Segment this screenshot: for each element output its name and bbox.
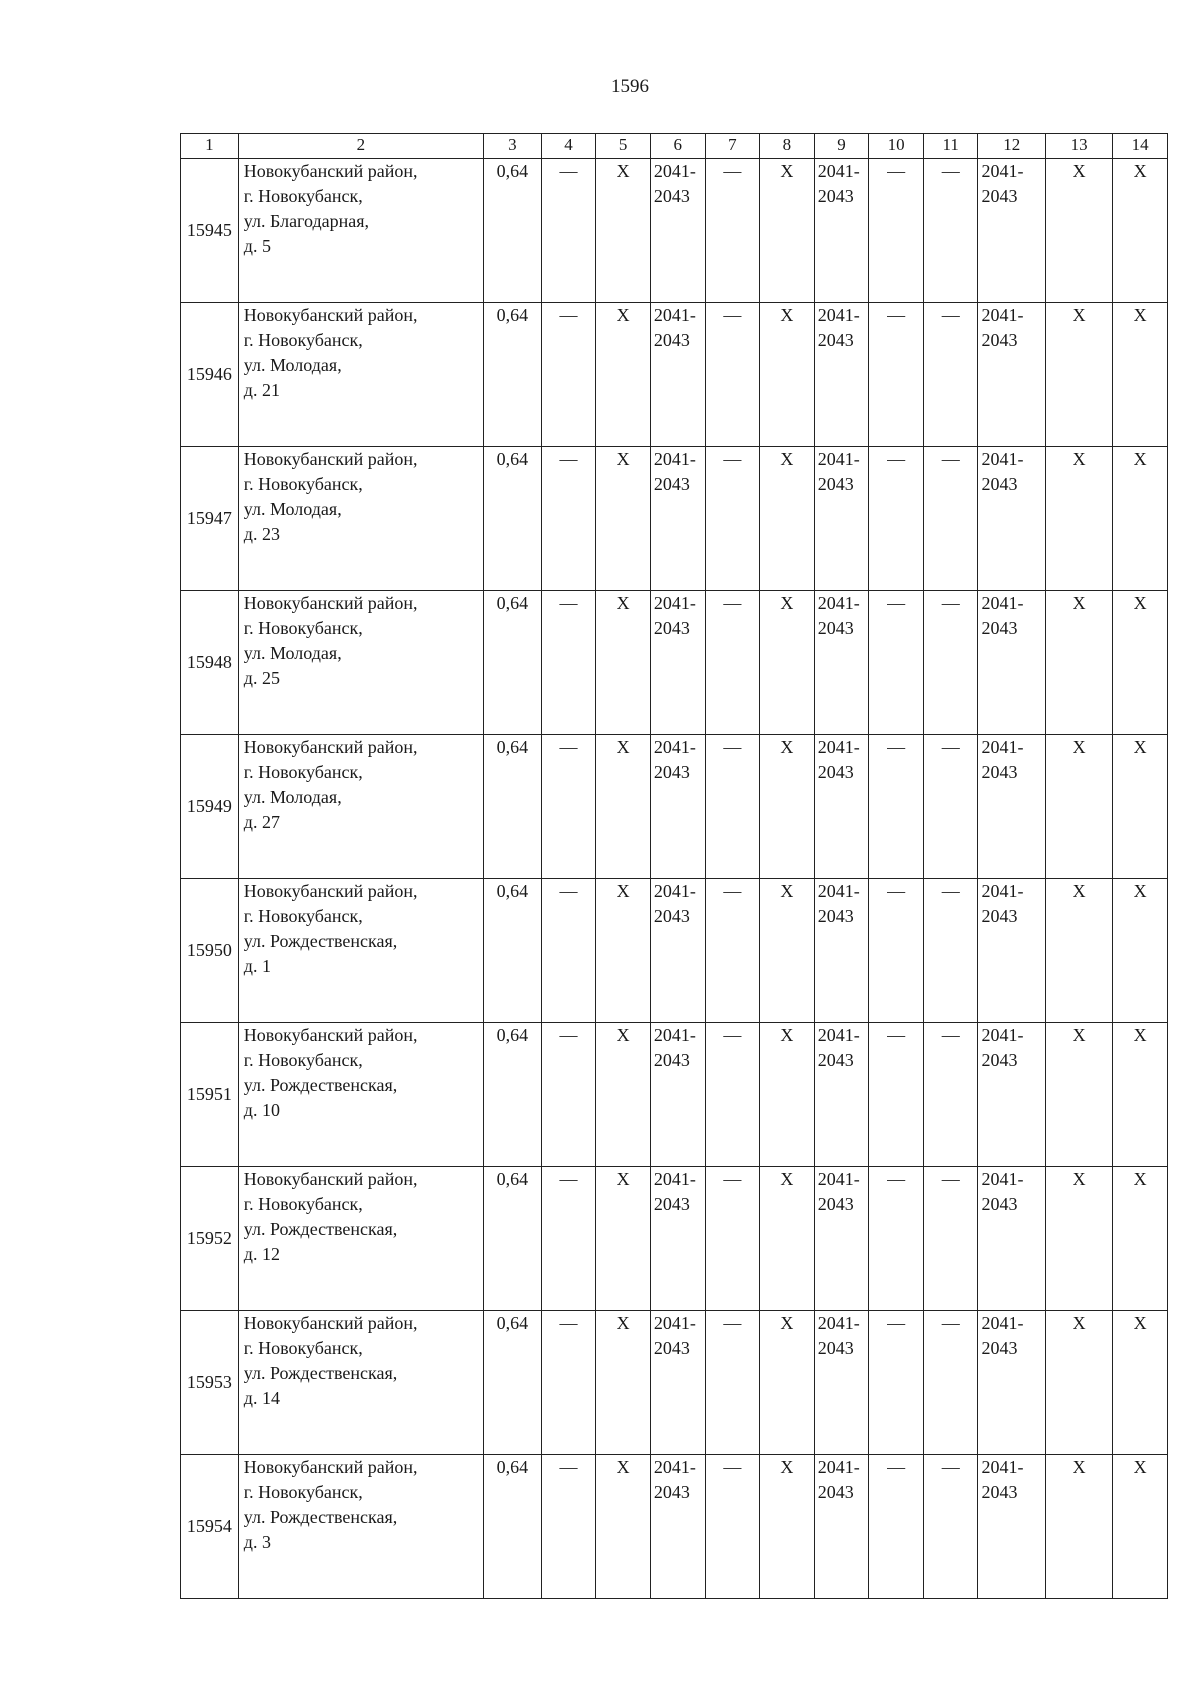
value-cell-c13: X bbox=[1045, 1311, 1112, 1455]
year-line: 2041- bbox=[981, 1457, 1024, 1477]
value-cell-c13: X bbox=[1045, 591, 1112, 735]
address-cell bbox=[238, 303, 483, 447]
address-line: Новокубанский район, bbox=[243, 1025, 418, 1045]
year-range-cell-c6 bbox=[650, 1455, 705, 1599]
value-cell-c14: X bbox=[1113, 1311, 1168, 1455]
value-cell-c8: X bbox=[760, 735, 815, 879]
address-line: Новокубанский район, bbox=[243, 1169, 418, 1189]
address-line: Новокубанский район, bbox=[243, 449, 418, 469]
address-line: г. Новокубанск, bbox=[243, 1050, 363, 1070]
value-cell-c4: — bbox=[541, 159, 596, 303]
table-row bbox=[181, 1023, 1168, 1167]
year-line: 2043 bbox=[653, 1194, 690, 1214]
year-line: 2041- bbox=[817, 881, 860, 901]
year-line: 2043 bbox=[981, 762, 1018, 782]
value-cell-c14: X bbox=[1113, 591, 1168, 735]
value-cell-c7: — bbox=[705, 735, 760, 879]
value-cell-c3: 0,64 bbox=[483, 1455, 541, 1599]
value-cell-c7: — bbox=[705, 447, 760, 591]
table-row bbox=[181, 1455, 1168, 1599]
row-number-cell: 15952 bbox=[181, 1167, 239, 1311]
column-number-1: 1 bbox=[181, 134, 239, 159]
value-cell-c10: — bbox=[869, 879, 924, 1023]
year-line: 2041- bbox=[817, 737, 860, 757]
table-body bbox=[181, 159, 1168, 1599]
row-number-cell: 15949 bbox=[181, 735, 239, 879]
year-line: 2043 bbox=[981, 1194, 1018, 1214]
year-range-cell-c6 bbox=[650, 879, 705, 1023]
column-number-7: 7 bbox=[705, 134, 760, 159]
year-range-cell-c9 bbox=[814, 591, 869, 735]
year-range-cell-c12 bbox=[978, 879, 1045, 1023]
address-line: г. Новокубанск, bbox=[243, 186, 363, 206]
year-range-cell-c9 bbox=[814, 879, 869, 1023]
value-cell-c4: — bbox=[541, 447, 596, 591]
value-cell-c4: — bbox=[541, 1167, 596, 1311]
year-line: 2041- bbox=[981, 305, 1024, 325]
value-cell-c10: — bbox=[869, 591, 924, 735]
value-cell-c4: — bbox=[541, 1455, 596, 1599]
year-line: 2043 bbox=[817, 330, 854, 350]
value-cell-c4: — bbox=[541, 1023, 596, 1167]
value-cell-c8: X bbox=[760, 1167, 815, 1311]
value-cell-c3: 0,64 bbox=[483, 1311, 541, 1455]
column-number-2: 2 bbox=[238, 134, 483, 159]
year-line: 2041- bbox=[653, 1169, 696, 1189]
address-line: г. Новокубанск, bbox=[243, 330, 363, 350]
value-cell-c4: — bbox=[541, 735, 596, 879]
row-number-cell: 15945 bbox=[181, 159, 239, 303]
year-range-cell-c6 bbox=[650, 303, 705, 447]
value-cell-c10: — bbox=[869, 447, 924, 591]
year-range-cell-c6 bbox=[650, 1311, 705, 1455]
year-range-cell-c12 bbox=[978, 735, 1045, 879]
address-cell bbox=[238, 879, 483, 1023]
address-line: г. Новокубанск, bbox=[243, 762, 363, 782]
year-line: 2041- bbox=[981, 449, 1024, 469]
year-line: 2041- bbox=[653, 1025, 696, 1045]
registry-table bbox=[180, 133, 1168, 1599]
value-cell-c8: X bbox=[760, 159, 815, 303]
year-range-cell-c9 bbox=[814, 159, 869, 303]
value-cell-c11: — bbox=[923, 879, 978, 1023]
address-line: д. 5 bbox=[243, 236, 271, 256]
value-cell-c4: — bbox=[541, 591, 596, 735]
value-cell-c10: — bbox=[869, 1455, 924, 1599]
column-number-3: 3 bbox=[483, 134, 541, 159]
value-cell-c10: — bbox=[869, 303, 924, 447]
year-line: 2041- bbox=[817, 1313, 860, 1333]
year-line: 2043 bbox=[817, 906, 854, 926]
value-cell-c5: X bbox=[596, 159, 651, 303]
address-line: г. Новокубанск, bbox=[243, 906, 363, 926]
value-cell-c10: — bbox=[869, 1311, 924, 1455]
address-line: д. 25 bbox=[243, 668, 280, 688]
address-line: ул. Молодая, bbox=[243, 355, 342, 375]
year-line: 2043 bbox=[981, 1338, 1018, 1358]
address-line: ул. Молодая, bbox=[243, 643, 342, 663]
value-cell-c11: — bbox=[923, 447, 978, 591]
year-line: 2043 bbox=[653, 1482, 690, 1502]
year-line: 2043 bbox=[653, 1338, 690, 1358]
year-range-cell-c12 bbox=[978, 1023, 1045, 1167]
year-line: 2043 bbox=[653, 330, 690, 350]
year-line: 2043 bbox=[653, 474, 690, 494]
value-cell-c13: X bbox=[1045, 1167, 1112, 1311]
value-cell-c5: X bbox=[596, 591, 651, 735]
value-cell-c5: X bbox=[596, 447, 651, 591]
year-range-cell-c6 bbox=[650, 591, 705, 735]
year-line: 2041- bbox=[653, 737, 696, 757]
column-number-11: 11 bbox=[923, 134, 978, 159]
value-cell-c5: X bbox=[596, 1311, 651, 1455]
year-range-cell-c6 bbox=[650, 1167, 705, 1311]
table-row bbox=[181, 735, 1168, 879]
address-line: Новокубанский район, bbox=[243, 305, 418, 325]
address-cell bbox=[238, 735, 483, 879]
year-line: 2043 bbox=[981, 186, 1018, 206]
value-cell-c13: X bbox=[1045, 303, 1112, 447]
column-number-header-row bbox=[181, 134, 1168, 159]
value-cell-c8: X bbox=[760, 303, 815, 447]
year-range-cell-c12 bbox=[978, 447, 1045, 591]
year-line: 2041- bbox=[653, 1313, 696, 1333]
value-cell-c7: — bbox=[705, 159, 760, 303]
address-cell bbox=[238, 1311, 483, 1455]
year-line: 2041- bbox=[653, 881, 696, 901]
address-line: г. Новокубанск, bbox=[243, 618, 363, 638]
address-line: д. 3 bbox=[243, 1532, 271, 1552]
address-cell bbox=[238, 447, 483, 591]
value-cell-c14: X bbox=[1113, 447, 1168, 591]
address-line: д. 12 bbox=[243, 1244, 280, 1264]
year-range-cell-c9 bbox=[814, 303, 869, 447]
address-line: Новокубанский район, bbox=[243, 161, 418, 181]
table-row bbox=[181, 1167, 1168, 1311]
address-cell bbox=[238, 1455, 483, 1599]
value-cell-c13: X bbox=[1045, 159, 1112, 303]
year-line: 2041- bbox=[981, 737, 1024, 757]
value-cell-c8: X bbox=[760, 591, 815, 735]
year-line: 2043 bbox=[817, 618, 854, 638]
address-cell bbox=[238, 159, 483, 303]
value-cell-c8: X bbox=[760, 1455, 815, 1599]
year-line: 2041- bbox=[981, 881, 1024, 901]
year-line: 2043 bbox=[981, 474, 1018, 494]
table-row bbox=[181, 447, 1168, 591]
year-range-cell-c12 bbox=[978, 159, 1045, 303]
row-number-cell: 15953 bbox=[181, 1311, 239, 1455]
year-line: 2043 bbox=[653, 762, 690, 782]
value-cell-c8: X bbox=[760, 1311, 815, 1455]
address-cell bbox=[238, 591, 483, 735]
address-line: ул. Рождественская, bbox=[243, 931, 398, 951]
year-range-cell-c6 bbox=[650, 1023, 705, 1167]
year-line: 2043 bbox=[817, 1050, 854, 1070]
address-line: д. 21 bbox=[243, 380, 280, 400]
address-line: д. 1 bbox=[243, 956, 271, 976]
address-line: д. 14 bbox=[243, 1388, 280, 1408]
value-cell-c4: — bbox=[541, 1311, 596, 1455]
value-cell-c14: X bbox=[1113, 879, 1168, 1023]
value-cell-c10: — bbox=[869, 735, 924, 879]
value-cell-c11: — bbox=[923, 591, 978, 735]
value-cell-c3: 0,64 bbox=[483, 735, 541, 879]
year-line: 2043 bbox=[817, 1338, 854, 1358]
value-cell-c3: 0,64 bbox=[483, 1167, 541, 1311]
year-line: 2043 bbox=[981, 906, 1018, 926]
value-cell-c8: X bbox=[760, 879, 815, 1023]
year-range-cell-c9 bbox=[814, 735, 869, 879]
address-cell bbox=[238, 1167, 483, 1311]
value-cell-c11: — bbox=[923, 1023, 978, 1167]
year-range-cell-c9 bbox=[814, 1167, 869, 1311]
row-number-cell: 15954 bbox=[181, 1455, 239, 1599]
row-number-cell: 15947 bbox=[181, 447, 239, 591]
value-cell-c7: — bbox=[705, 1311, 760, 1455]
value-cell-c5: X bbox=[596, 735, 651, 879]
value-cell-c13: X bbox=[1045, 447, 1112, 591]
row-number-cell: 15951 bbox=[181, 1023, 239, 1167]
year-line: 2041- bbox=[817, 1457, 860, 1477]
year-range-cell-c12 bbox=[978, 303, 1045, 447]
value-cell-c5: X bbox=[596, 303, 651, 447]
year-line: 2041- bbox=[817, 1025, 860, 1045]
column-number-13: 13 bbox=[1045, 134, 1112, 159]
value-cell-c14: X bbox=[1113, 1455, 1168, 1599]
value-cell-c10: — bbox=[869, 159, 924, 303]
year-line: 2043 bbox=[653, 1050, 690, 1070]
value-cell-c3: 0,64 bbox=[483, 1023, 541, 1167]
value-cell-c10: — bbox=[869, 1167, 924, 1311]
value-cell-c4: — bbox=[541, 303, 596, 447]
value-cell-c7: — bbox=[705, 879, 760, 1023]
year-range-cell-c12 bbox=[978, 1311, 1045, 1455]
value-cell-c3: 0,64 bbox=[483, 879, 541, 1023]
value-cell-c4: — bbox=[541, 879, 596, 1023]
table-row bbox=[181, 1311, 1168, 1455]
year-line: 2041- bbox=[981, 1169, 1024, 1189]
address-line: г. Новокубанск, bbox=[243, 1194, 363, 1214]
year-line: 2041- bbox=[817, 305, 860, 325]
value-cell-c3: 0,64 bbox=[483, 159, 541, 303]
table-row bbox=[181, 303, 1168, 447]
value-cell-c14: X bbox=[1113, 303, 1168, 447]
year-line: 2041- bbox=[653, 305, 696, 325]
year-line: 2043 bbox=[653, 906, 690, 926]
year-line: 2041- bbox=[981, 161, 1024, 181]
value-cell-c11: — bbox=[923, 735, 978, 879]
address-line: Новокубанский район, bbox=[243, 881, 418, 901]
year-line: 2043 bbox=[981, 330, 1018, 350]
address-line: д. 27 bbox=[243, 812, 280, 832]
year-line: 2041- bbox=[653, 161, 696, 181]
value-cell-c11: — bbox=[923, 1167, 978, 1311]
value-cell-c13: X bbox=[1045, 879, 1112, 1023]
year-range-cell-c9 bbox=[814, 1311, 869, 1455]
year-line: 2041- bbox=[981, 1313, 1024, 1333]
year-line: 2043 bbox=[981, 1050, 1018, 1070]
address-line: Новокубанский район, bbox=[243, 737, 418, 757]
value-cell-c11: — bbox=[923, 159, 978, 303]
value-cell-c14: X bbox=[1113, 1167, 1168, 1311]
column-number-12: 12 bbox=[978, 134, 1045, 159]
address-line: ул. Молодая, bbox=[243, 499, 342, 519]
value-cell-c8: X bbox=[760, 1023, 815, 1167]
value-cell-c3: 0,64 bbox=[483, 303, 541, 447]
year-line: 2043 bbox=[817, 474, 854, 494]
value-cell-c11: — bbox=[923, 1455, 978, 1599]
value-cell-c7: — bbox=[705, 1167, 760, 1311]
table-row bbox=[181, 591, 1168, 735]
value-cell-c14: X bbox=[1113, 159, 1168, 303]
table-row bbox=[181, 879, 1168, 1023]
column-number-10: 10 bbox=[869, 134, 924, 159]
year-range-cell-c9 bbox=[814, 1023, 869, 1167]
address-line: д. 23 bbox=[243, 524, 280, 544]
value-cell-c13: X bbox=[1045, 1023, 1112, 1167]
column-number-6: 6 bbox=[650, 134, 705, 159]
value-cell-c5: X bbox=[596, 1455, 651, 1599]
value-cell-c11: — bbox=[923, 1311, 978, 1455]
value-cell-c13: X bbox=[1045, 1455, 1112, 1599]
address-line: ул. Рождественская, bbox=[243, 1219, 398, 1239]
value-cell-c7: — bbox=[705, 1455, 760, 1599]
year-range-cell-c12 bbox=[978, 1455, 1045, 1599]
column-number-9: 9 bbox=[814, 134, 869, 159]
year-line: 2041- bbox=[817, 1169, 860, 1189]
address-line: ул. Рождественская, bbox=[243, 1507, 398, 1527]
address-line: г. Новокубанск, bbox=[243, 474, 363, 494]
value-cell-c3: 0,64 bbox=[483, 591, 541, 735]
year-range-cell-c9 bbox=[814, 447, 869, 591]
year-range-cell-c6 bbox=[650, 735, 705, 879]
year-line: 2041- bbox=[817, 161, 860, 181]
value-cell-c13: X bbox=[1045, 735, 1112, 879]
year-line: 2043 bbox=[653, 186, 690, 206]
registry-table-wrapper bbox=[180, 133, 1168, 1599]
value-cell-c14: X bbox=[1113, 735, 1168, 879]
row-number-cell: 15948 bbox=[181, 591, 239, 735]
year-line: 2043 bbox=[817, 762, 854, 782]
row-number-cell: 15950 bbox=[181, 879, 239, 1023]
year-line: 2041- bbox=[653, 449, 696, 469]
year-range-cell-c12 bbox=[978, 1167, 1045, 1311]
year-line: 2043 bbox=[981, 618, 1018, 638]
value-cell-c10: — bbox=[869, 1023, 924, 1167]
year-range-cell-c6 bbox=[650, 159, 705, 303]
address-line: Новокубанский район, bbox=[243, 1313, 418, 1333]
value-cell-c5: X bbox=[596, 1167, 651, 1311]
year-line: 2041- bbox=[981, 1025, 1024, 1045]
year-line: 2043 bbox=[817, 1194, 854, 1214]
address-line: ул. Рождественская, bbox=[243, 1363, 398, 1383]
year-line: 2041- bbox=[981, 593, 1024, 613]
value-cell-c7: — bbox=[705, 1023, 760, 1167]
address-line: ул. Молодая, bbox=[243, 787, 342, 807]
value-cell-c7: — bbox=[705, 591, 760, 735]
address-line: г. Новокубанск, bbox=[243, 1338, 363, 1358]
value-cell-c5: X bbox=[596, 1023, 651, 1167]
address-line: Новокубанский район, bbox=[243, 1457, 418, 1477]
value-cell-c14: X bbox=[1113, 1023, 1168, 1167]
address-line: ул. Рождественская, bbox=[243, 1075, 398, 1095]
column-number-8: 8 bbox=[760, 134, 815, 159]
row-number-cell: 15946 bbox=[181, 303, 239, 447]
year-line: 2043 bbox=[653, 618, 690, 638]
year-line: 2041- bbox=[653, 593, 696, 613]
value-cell-c8: X bbox=[760, 447, 815, 591]
value-cell-c3: 0,64 bbox=[483, 447, 541, 591]
year-line: 2041- bbox=[653, 1457, 696, 1477]
address-line: Новокубанский район, bbox=[243, 593, 418, 613]
year-line: 2043 bbox=[981, 1482, 1018, 1502]
column-number-5: 5 bbox=[596, 134, 651, 159]
year-range-cell-c9 bbox=[814, 1455, 869, 1599]
value-cell-c11: — bbox=[923, 303, 978, 447]
year-line: 2041- bbox=[817, 593, 860, 613]
table-row bbox=[181, 159, 1168, 303]
value-cell-c5: X bbox=[596, 879, 651, 1023]
column-number-4: 4 bbox=[541, 134, 596, 159]
year-range-cell-c6 bbox=[650, 447, 705, 591]
value-cell-c7: — bbox=[705, 303, 760, 447]
address-line: г. Новокубанск, bbox=[243, 1482, 363, 1502]
address-line: ул. Благодарная, bbox=[243, 211, 370, 231]
address-cell bbox=[238, 1023, 483, 1167]
year-line: 2043 bbox=[817, 1482, 854, 1502]
year-range-cell-c12 bbox=[978, 591, 1045, 735]
column-number-14: 14 bbox=[1113, 134, 1168, 159]
year-line: 2043 bbox=[817, 186, 854, 206]
address-line: д. 10 bbox=[243, 1100, 280, 1120]
year-line: 2041- bbox=[817, 449, 860, 469]
page-number: 1596 bbox=[611, 76, 649, 97]
